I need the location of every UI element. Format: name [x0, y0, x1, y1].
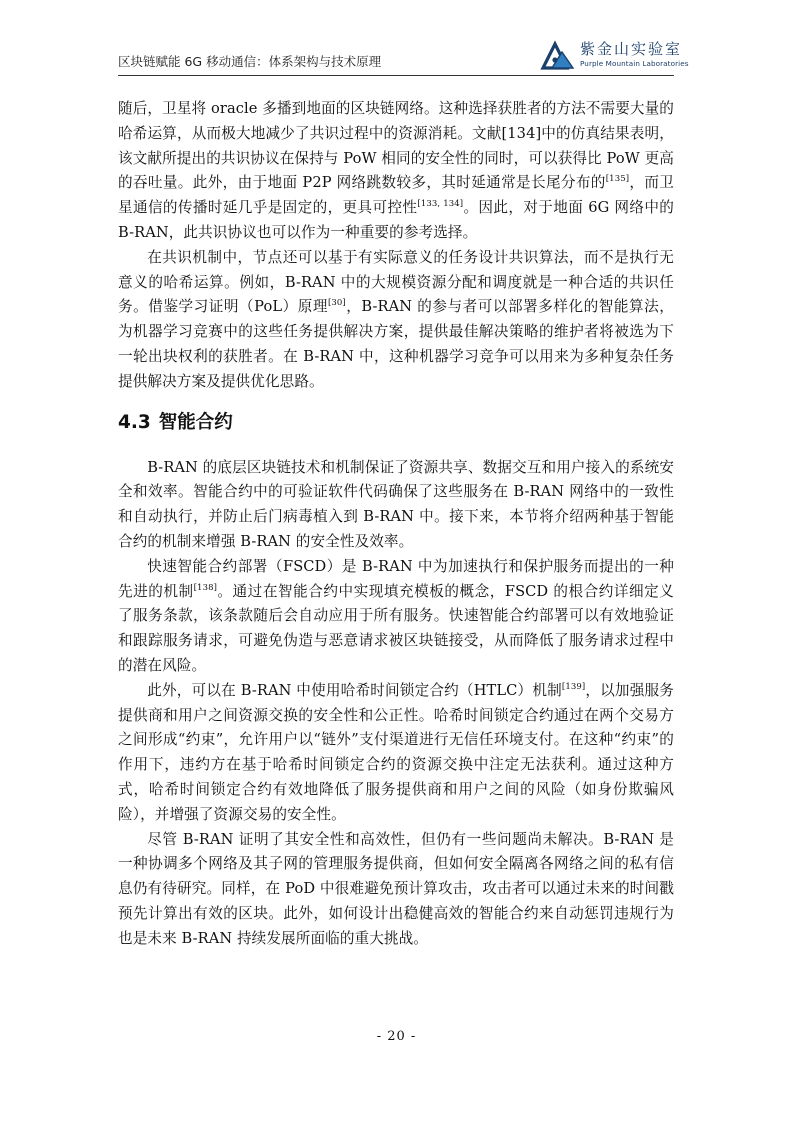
p1-text-1: 随后，卫星将 oracle 多播到地面的区块链网络。这种选择获胜者的方法不需要大量的哈希运算，从而极大地减少了共识过程中的资源消耗。文献[134]中的仿真结果表明，该文献所提出的共识协议在保持与 PoW 相同的安全性的同时，可以获得比 PoW 更高的吞吐量。此外，由于地面 P2P 网络跳数较多，其时延通常是长尾分布的 — [118, 100, 674, 192]
citation: [139] — [561, 681, 586, 692]
paragraph-1 — [118, 97, 674, 246]
paragraph-5 — [118, 679, 674, 828]
page-number: - 20 - — [376, 1029, 417, 1044]
citation: [138] — [193, 582, 217, 593]
p2-text-2: ，B-RAN 的参与者可以部署多样化的智能算法，为机器学习竞赛中的这些任务提供解决方案，提供最佳解决策略的维护者将被选为下一轮出块权利的获胜者。在 B-RAN 中，这种机器学习竞争可以用来为多种复杂任务提供解决方案及提供优化思路。 — [118, 298, 674, 390]
page-body — [118, 97, 674, 952]
page-header — [118, 40, 689, 76]
p4-text-1: 快速智能合约部署（FSCD）是 B-RAN 中为加速执行和保护服务而提出的一种先进的机制 — [118, 557, 674, 600]
p1-text-2: ，而卫星通信的传播时延几乎是固定的，更具可控性 — [118, 174, 674, 217]
lab-logo — [540, 38, 689, 72]
paragraph-6: 尽管 B-RAN 证明了其安全性和高效性，但仍有一些问题尚未解决。B-RAN 是一种协调多个网络及其子网的管理服务提供商，但如何安全隔离各网络之间的私有信息仍有待研究。同样，在 PoD 中很难避免预计算攻击，攻击者可以通过未来的时间戳预先计算出有效的区块。此外，如何设计出稳健高效的智能合约来自动惩罚违规行为也是未来 B-RAN 持续发展所面临的重大挑战。 — [118, 830, 674, 947]
logo-english-name: Purple Mountain Laboratories — [580, 59, 689, 68]
section-title: 智能合约 — [158, 411, 233, 433]
paragraph-4 — [118, 555, 674, 679]
logo-chinese-name: 紫金山实验室 — [580, 40, 683, 58]
citation: [133, 134] — [417, 199, 464, 210]
citation: [30] — [327, 298, 346, 309]
header-title: 区块链赋能 6G 移动通信：体系架构与技术原理 — [118, 54, 382, 69]
p5-text-1: 此外，可以在 B-RAN 中使用哈希时间锁定合约（HTLC）机制 — [147, 681, 562, 699]
section-heading — [118, 411, 674, 435]
paragraph-2 — [118, 246, 674, 395]
p5-text-2: ，以加强服务提供商和用户之间资源交换的安全性和公正性。哈希时间锁定合约通过在两个交易方之间形成“约束”，允许用户以“链外”支付渠道进行无信任环境支付。在这种“约束”的作用下，违约方在基于哈希时间锁定合约的资源交换中注定无法获利。通过这种方式，哈希时间锁定合约有效地降低了服务提供商和用户之间的风险（如身份欺骗风险），并增强了资源交易的安全性。 — [118, 681, 674, 823]
paragraph-3: B-RAN 的底层区块链技术和机制保证了资源共享、数据交互和用户接入的系统安全和效率。智能合约中的可验证软件代码确保了这些服务在 B-RAN 网络中的一致性和自动执行，并防止后门病毒植入到 B-RAN 中。接下来，本节将介绍两种基于智能合约的机制来增强 B-RAN 的安全性及效率。 — [118, 458, 674, 550]
mountain-logo-icon — [540, 40, 576, 70]
p4-text-2: 。通过在智能合约中实现填充模板的概念，FSCD 的根合约详细定义了服务条款，该条款随后会自动应用于所有服务。快速智能合约部署可以有效地验证和跟踪服务请求，可避免伪造与恶意请求被区块链接受，从而降低了服务请求过程中的潜在风险。 — [118, 582, 674, 674]
p2-text-1: 在共识机制中，节点还可以基于有实际意义的任务设计共识算法，而不是执行无意义的哈希运算。例如，B-RAN 中的大规模资源分配和调度就是一种合适的共识任务。借鉴学习证明（PoL）原理 — [118, 248, 674, 316]
p1-text-3: 。因此，对于地面 6G 网络中的 B-RAN，此共识协议也可以作为一种重要的参考选择。 — [118, 199, 674, 241]
section-number: 4.3 — [118, 411, 151, 433]
header-rule — [118, 75, 674, 76]
citation: [135] — [605, 174, 630, 185]
